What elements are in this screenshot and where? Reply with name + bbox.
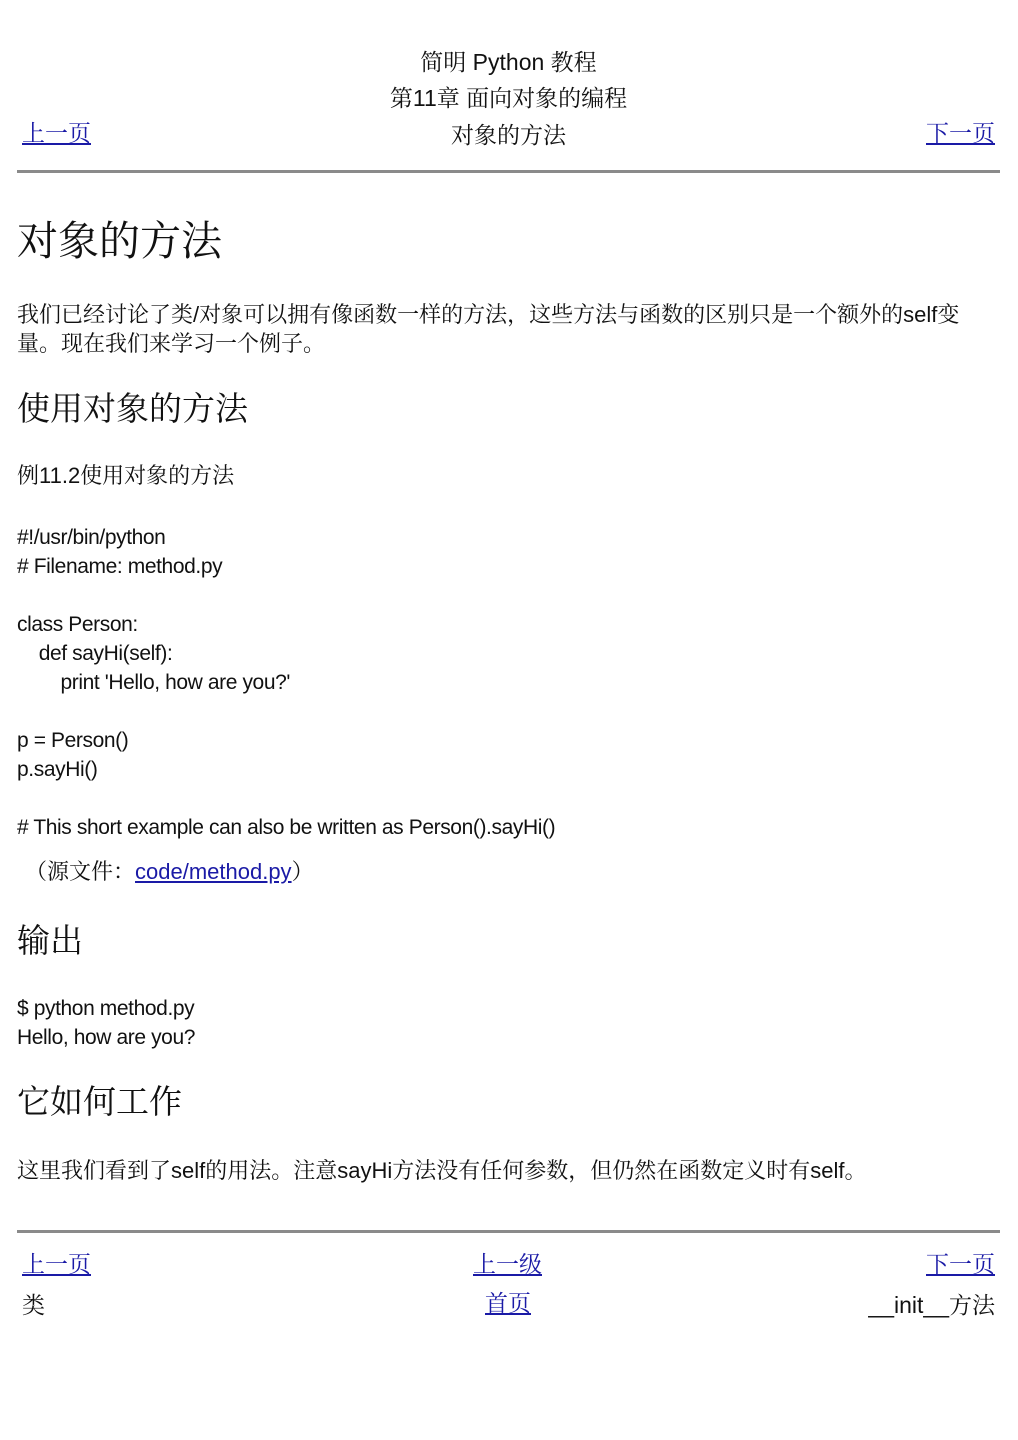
section-heading-how-it-works: 它如何工作 [17, 1083, 182, 1120]
how-it-works-paragraph: 这里我们看到了self的用法。注意sayHi方法没有任何参数，但仍然在函数定义时有self。 [17, 1158, 867, 1183]
header-divider [17, 170, 1000, 173]
source-prefix: （源文件： [25, 859, 136, 884]
footer-divider [17, 1230, 1000, 1233]
header-prev-link[interactable]: 上一页 [22, 120, 91, 146]
example-caption: 例11.2使用对象的方法 [17, 463, 235, 488]
chapter-title: 第11章 面向对象的编程 [389, 85, 628, 111]
footer-next-link[interactable]: 下一页 [926, 1251, 995, 1277]
footer-next-title: __init__方法 [868, 1292, 995, 1318]
code-listing: #!/usr/bin/python # Filename: method.py class Person: def sayHi(self): print 'Hello, how are you?' p = Person() p.sayHi() # This short example can also be written as Person().sayHi() [17, 526, 556, 839]
footer-up-link[interactable]: 上一级 [473, 1251, 542, 1277]
footer-prev-title: 类 [22, 1292, 45, 1318]
footer-home-link[interactable]: 首页 [485, 1290, 531, 1316]
header-next-link[interactable]: 下一页 [926, 120, 995, 146]
source-file-note [25, 857, 314, 887]
section-title: 对象的方法 [451, 122, 566, 148]
source-file-link[interactable]: code/method.py [135, 859, 292, 884]
output-listing: $ python method.py Hello, how are you? [17, 997, 196, 1049]
footer-prev-link[interactable]: 上一页 [22, 1251, 91, 1277]
source-suffix: ） [291, 859, 314, 884]
section-heading-usage: 使用对象的方法 [17, 390, 248, 427]
book-title: 简明 Python 教程 [420, 49, 597, 75]
intro-paragraph: 我们已经讨论了类/对象可以拥有像函数一样的方法，这些方法与函数的区别只是一个额外的self变量。现在我们来学习一个例子。 [17, 302, 960, 356]
page-title: 对象的方法 [17, 218, 222, 264]
section-heading-output: 输出 [17, 922, 83, 959]
